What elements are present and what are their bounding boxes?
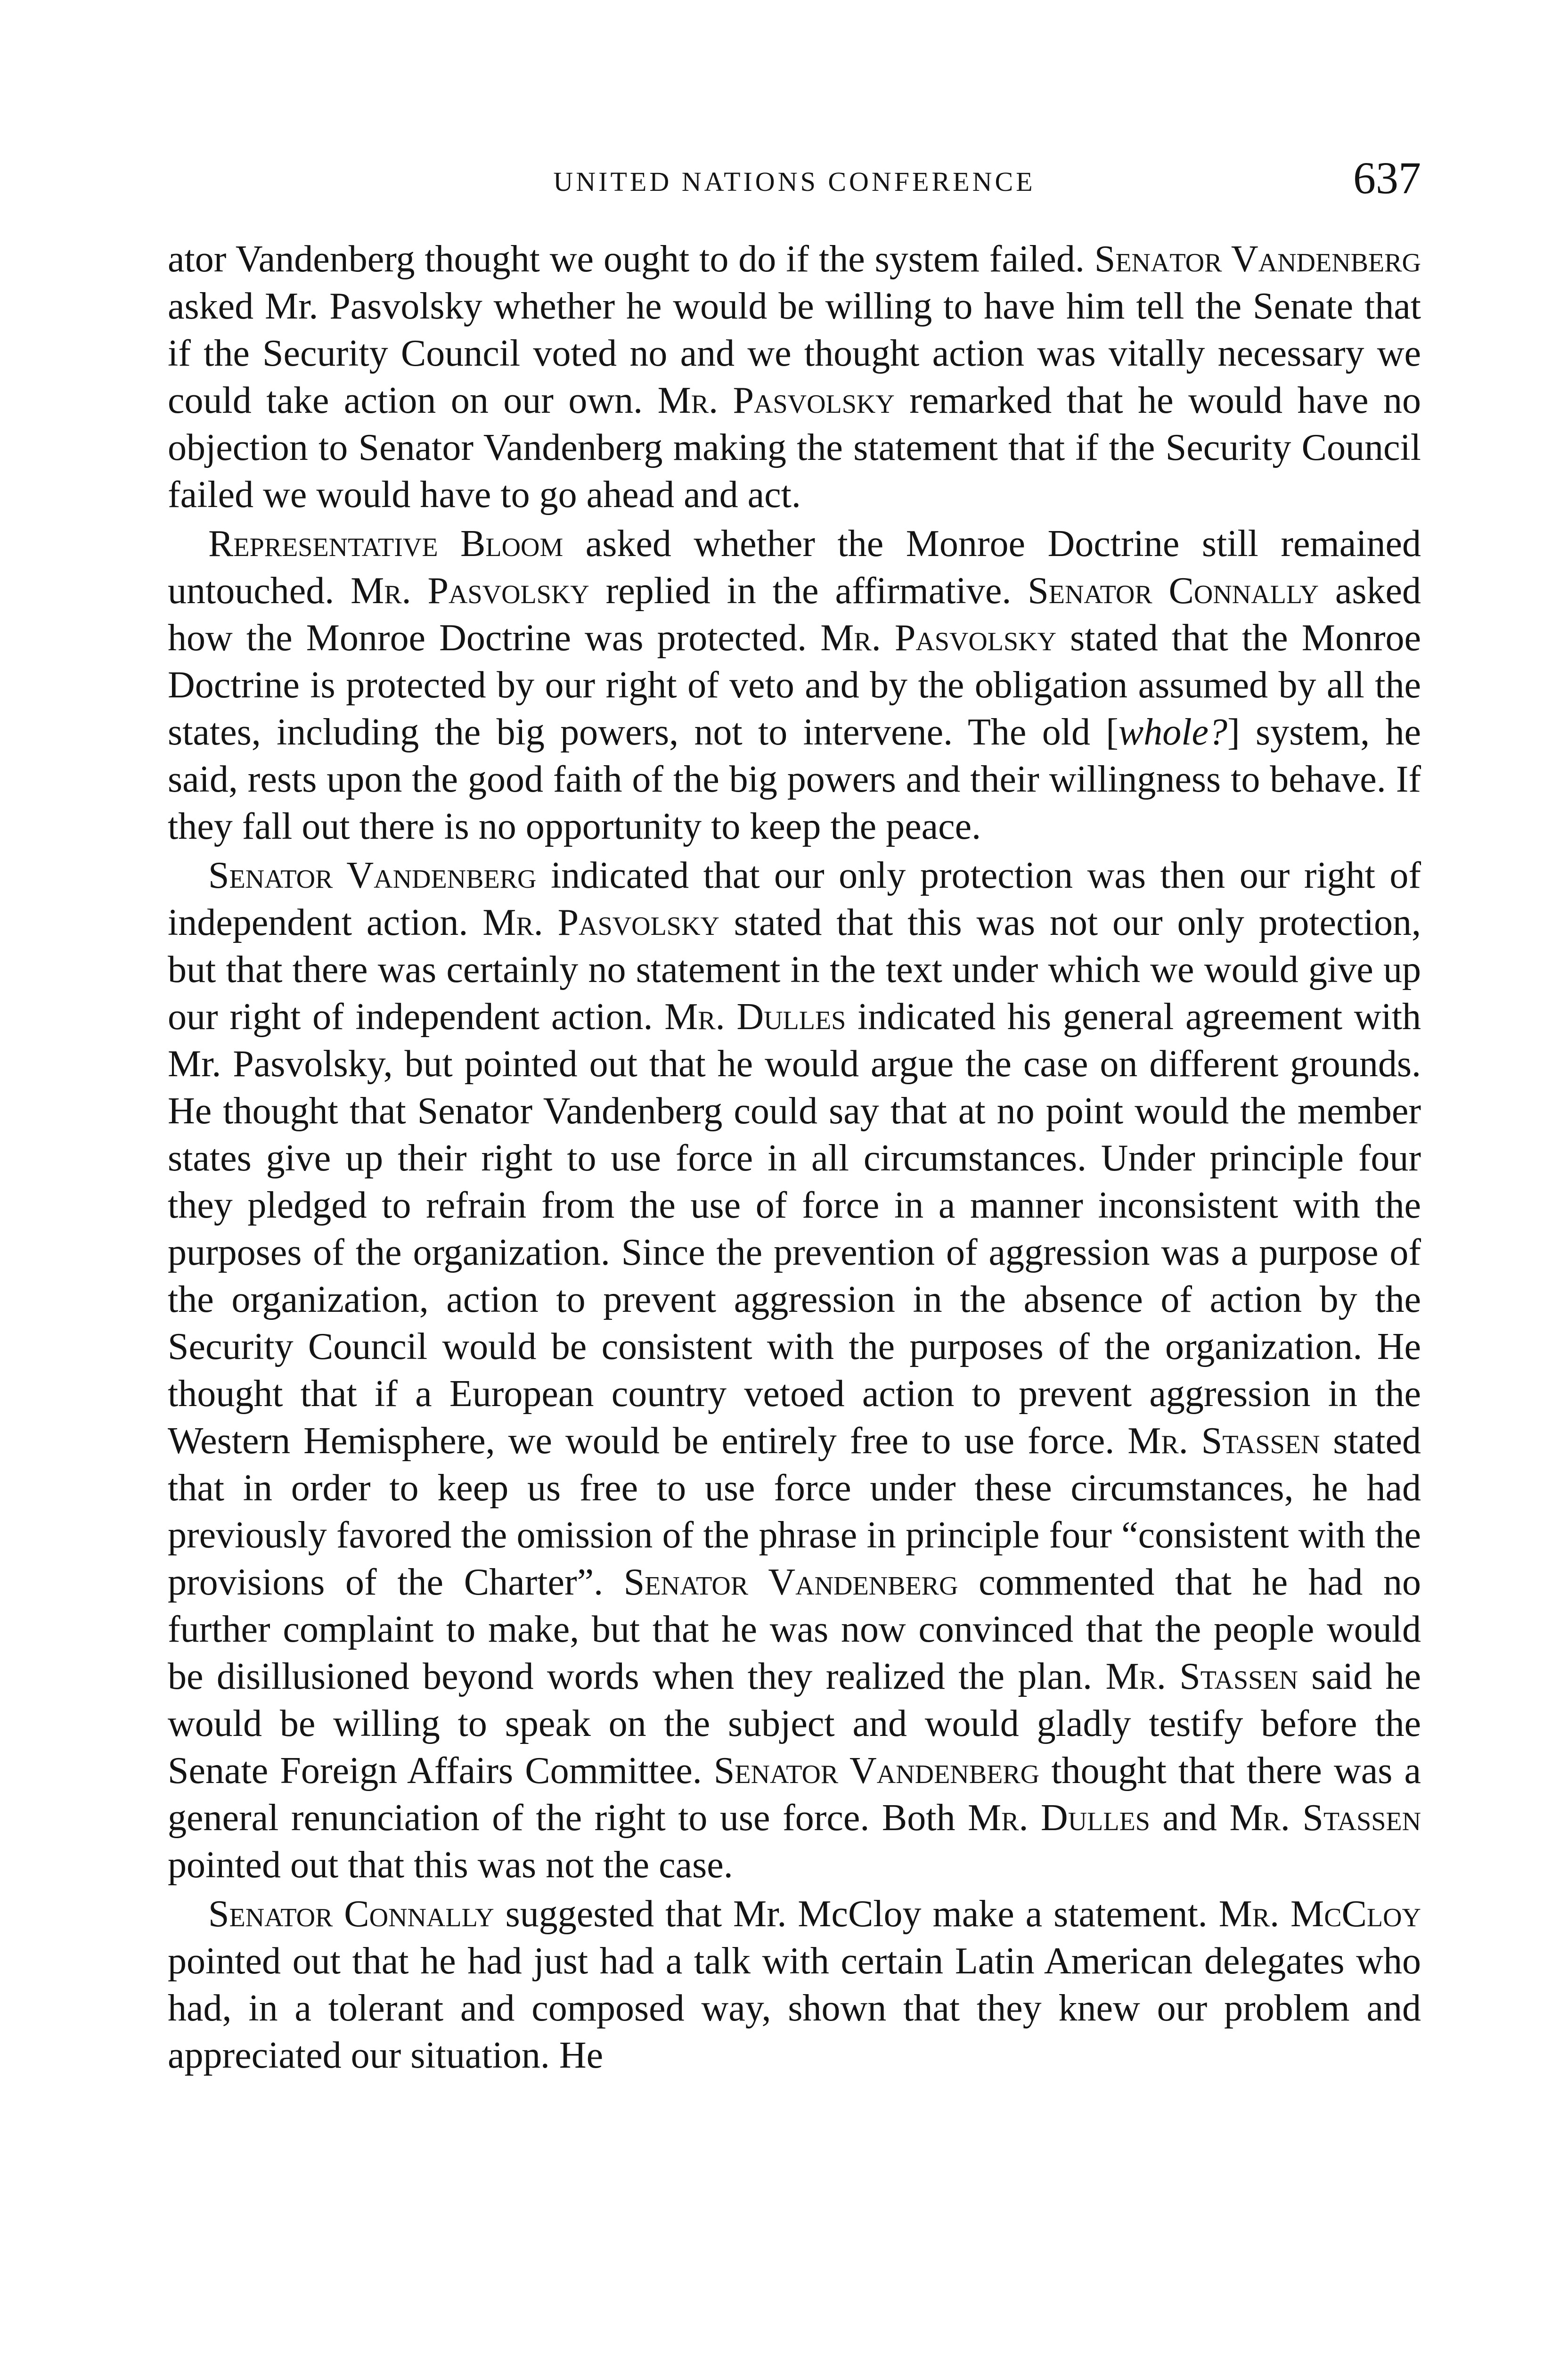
speaker-name: Senator Connally bbox=[208, 1893, 494, 1935]
speaker-name: Mr. McCloy bbox=[1218, 1893, 1421, 1935]
speaker-name: Senator Vandenberg bbox=[623, 1562, 958, 1603]
speaker-name: Mr. Pasvolsky bbox=[657, 380, 895, 421]
running-title: UNITED NATIONS CONFERENCE bbox=[553, 166, 1036, 197]
text-run: remarked that he would have no objection to Senator Vandenberg making the statement that if the Security Council failed we would have to go ahead and act. bbox=[168, 380, 1421, 515]
text-run: asked how the Monroe Doctrine was protected. bbox=[168, 570, 1421, 659]
speaker-name: Senator Vandenberg bbox=[713, 1750, 1040, 1792]
speaker-name: Representative Bloom bbox=[208, 523, 564, 564]
page-number: 637 bbox=[1353, 153, 1421, 203]
speaker-name: Mr. Pasvolsky bbox=[351, 570, 589, 612]
text-run: replied in the affirmative. bbox=[589, 570, 1028, 612]
speaker-name: Senator Connally bbox=[1028, 570, 1319, 612]
speaker-name: Mr. Pasvolsky bbox=[482, 902, 719, 943]
text-run: ] system, he said, rests upon the good faith of the big powers and their willingness to behave. If they fall out there is no opportunity to keep the peace. bbox=[168, 712, 1421, 847]
text-run: stated that in order to keep us free to use force under these circumstances, he had previously favored the omission of the phrase in principle four “consistent with the provisions of the Charter”. bbox=[168, 1420, 1421, 1603]
text-run: asked Mr. Pasvolsky whether he would be willing to have him tell the Senate that if the Security Council voted no and we thought action was vitally necessary we could take action on our own. bbox=[168, 286, 1421, 421]
text-run: said he would be willing to speak on the subject and would gladly testify before the Senate Foreign Affairs Committee. bbox=[168, 1656, 1421, 1792]
paragraph-2 bbox=[168, 520, 1421, 850]
text-run: indicated that our only protection was then our right of independent action. bbox=[168, 855, 1421, 943]
body-text bbox=[168, 236, 1421, 2081]
speaker-name: Senator Vandenberg bbox=[1094, 238, 1421, 280]
running-head bbox=[168, 152, 1421, 204]
text-run: asked whether the Monroe Doctrine still remained untouched. bbox=[168, 523, 1421, 612]
paragraph-3 bbox=[168, 852, 1421, 1889]
speaker-name: Mr. Stassen bbox=[1127, 1420, 1320, 1462]
speaker-name: Mr. Dulles bbox=[664, 996, 846, 1038]
speaker-name: Mr. Dulles bbox=[967, 1797, 1150, 1839]
text-run: commented that he had no further complaint to make, but that he was now convinced that the people would be disillusioned beyond words when they realized the plan. bbox=[168, 1562, 1421, 1697]
speaker-name: Mr. Pasvolsky bbox=[820, 617, 1057, 659]
speaker-name: Mr. Stassen bbox=[1229, 1797, 1421, 1839]
text-run: thought that there was a general renunciation of the right to use force. Both bbox=[168, 1750, 1421, 1839]
text-run: stated that this was not our only protection, but that there was certainly no statement in the text under which we would give up our right of independent action. bbox=[168, 902, 1421, 1038]
text-run: indicated his general agreement with Mr. Pasvolsky, but pointed out that he would argue the case on different grounds. He thought that Senator Vandenberg could say that at no point would the member states give up their right to use force in all circumstances. Under principle four they pledged to refrain from the use of force in a manner inconsistent with the purposes of the organization. Since the prevention of aggression was a purpose of the organization, action to prevent aggression in the absence of action by the Security Council would be consistent with the purposes of the organization. He thought that if a European country vetoed action to prevent aggression in the Western Hemisphere, we would be entirely free to use force. bbox=[168, 996, 1421, 1462]
speaker-name: Mr. Stassen bbox=[1105, 1656, 1298, 1697]
speaker-name: Senator Vandenberg bbox=[208, 855, 537, 896]
text-run: pointed out that this was not the case. bbox=[168, 1844, 733, 1886]
text-run: suggested that Mr. McCloy make a statement. bbox=[494, 1893, 1219, 1935]
paragraph-1 bbox=[168, 236, 1421, 518]
text-run: stated that the Monroe Doctrine is protected by our right of veto and by the obligation assumed by all the states, including the big powers, not to intervene. The old [ bbox=[168, 617, 1421, 753]
text-run: pointed out that he had just had a talk with certain Latin American delegates who had, in a tolerant and composed way, shown that they knew our problem and appreciated our situation. He bbox=[168, 1940, 1421, 2076]
text-run: and bbox=[1150, 1797, 1230, 1839]
paragraph-4 bbox=[168, 1890, 1421, 2079]
italic-text: whole? bbox=[1118, 712, 1227, 753]
text-run: ator Vandenberg thought we ought to do if the system failed. bbox=[168, 238, 1094, 280]
